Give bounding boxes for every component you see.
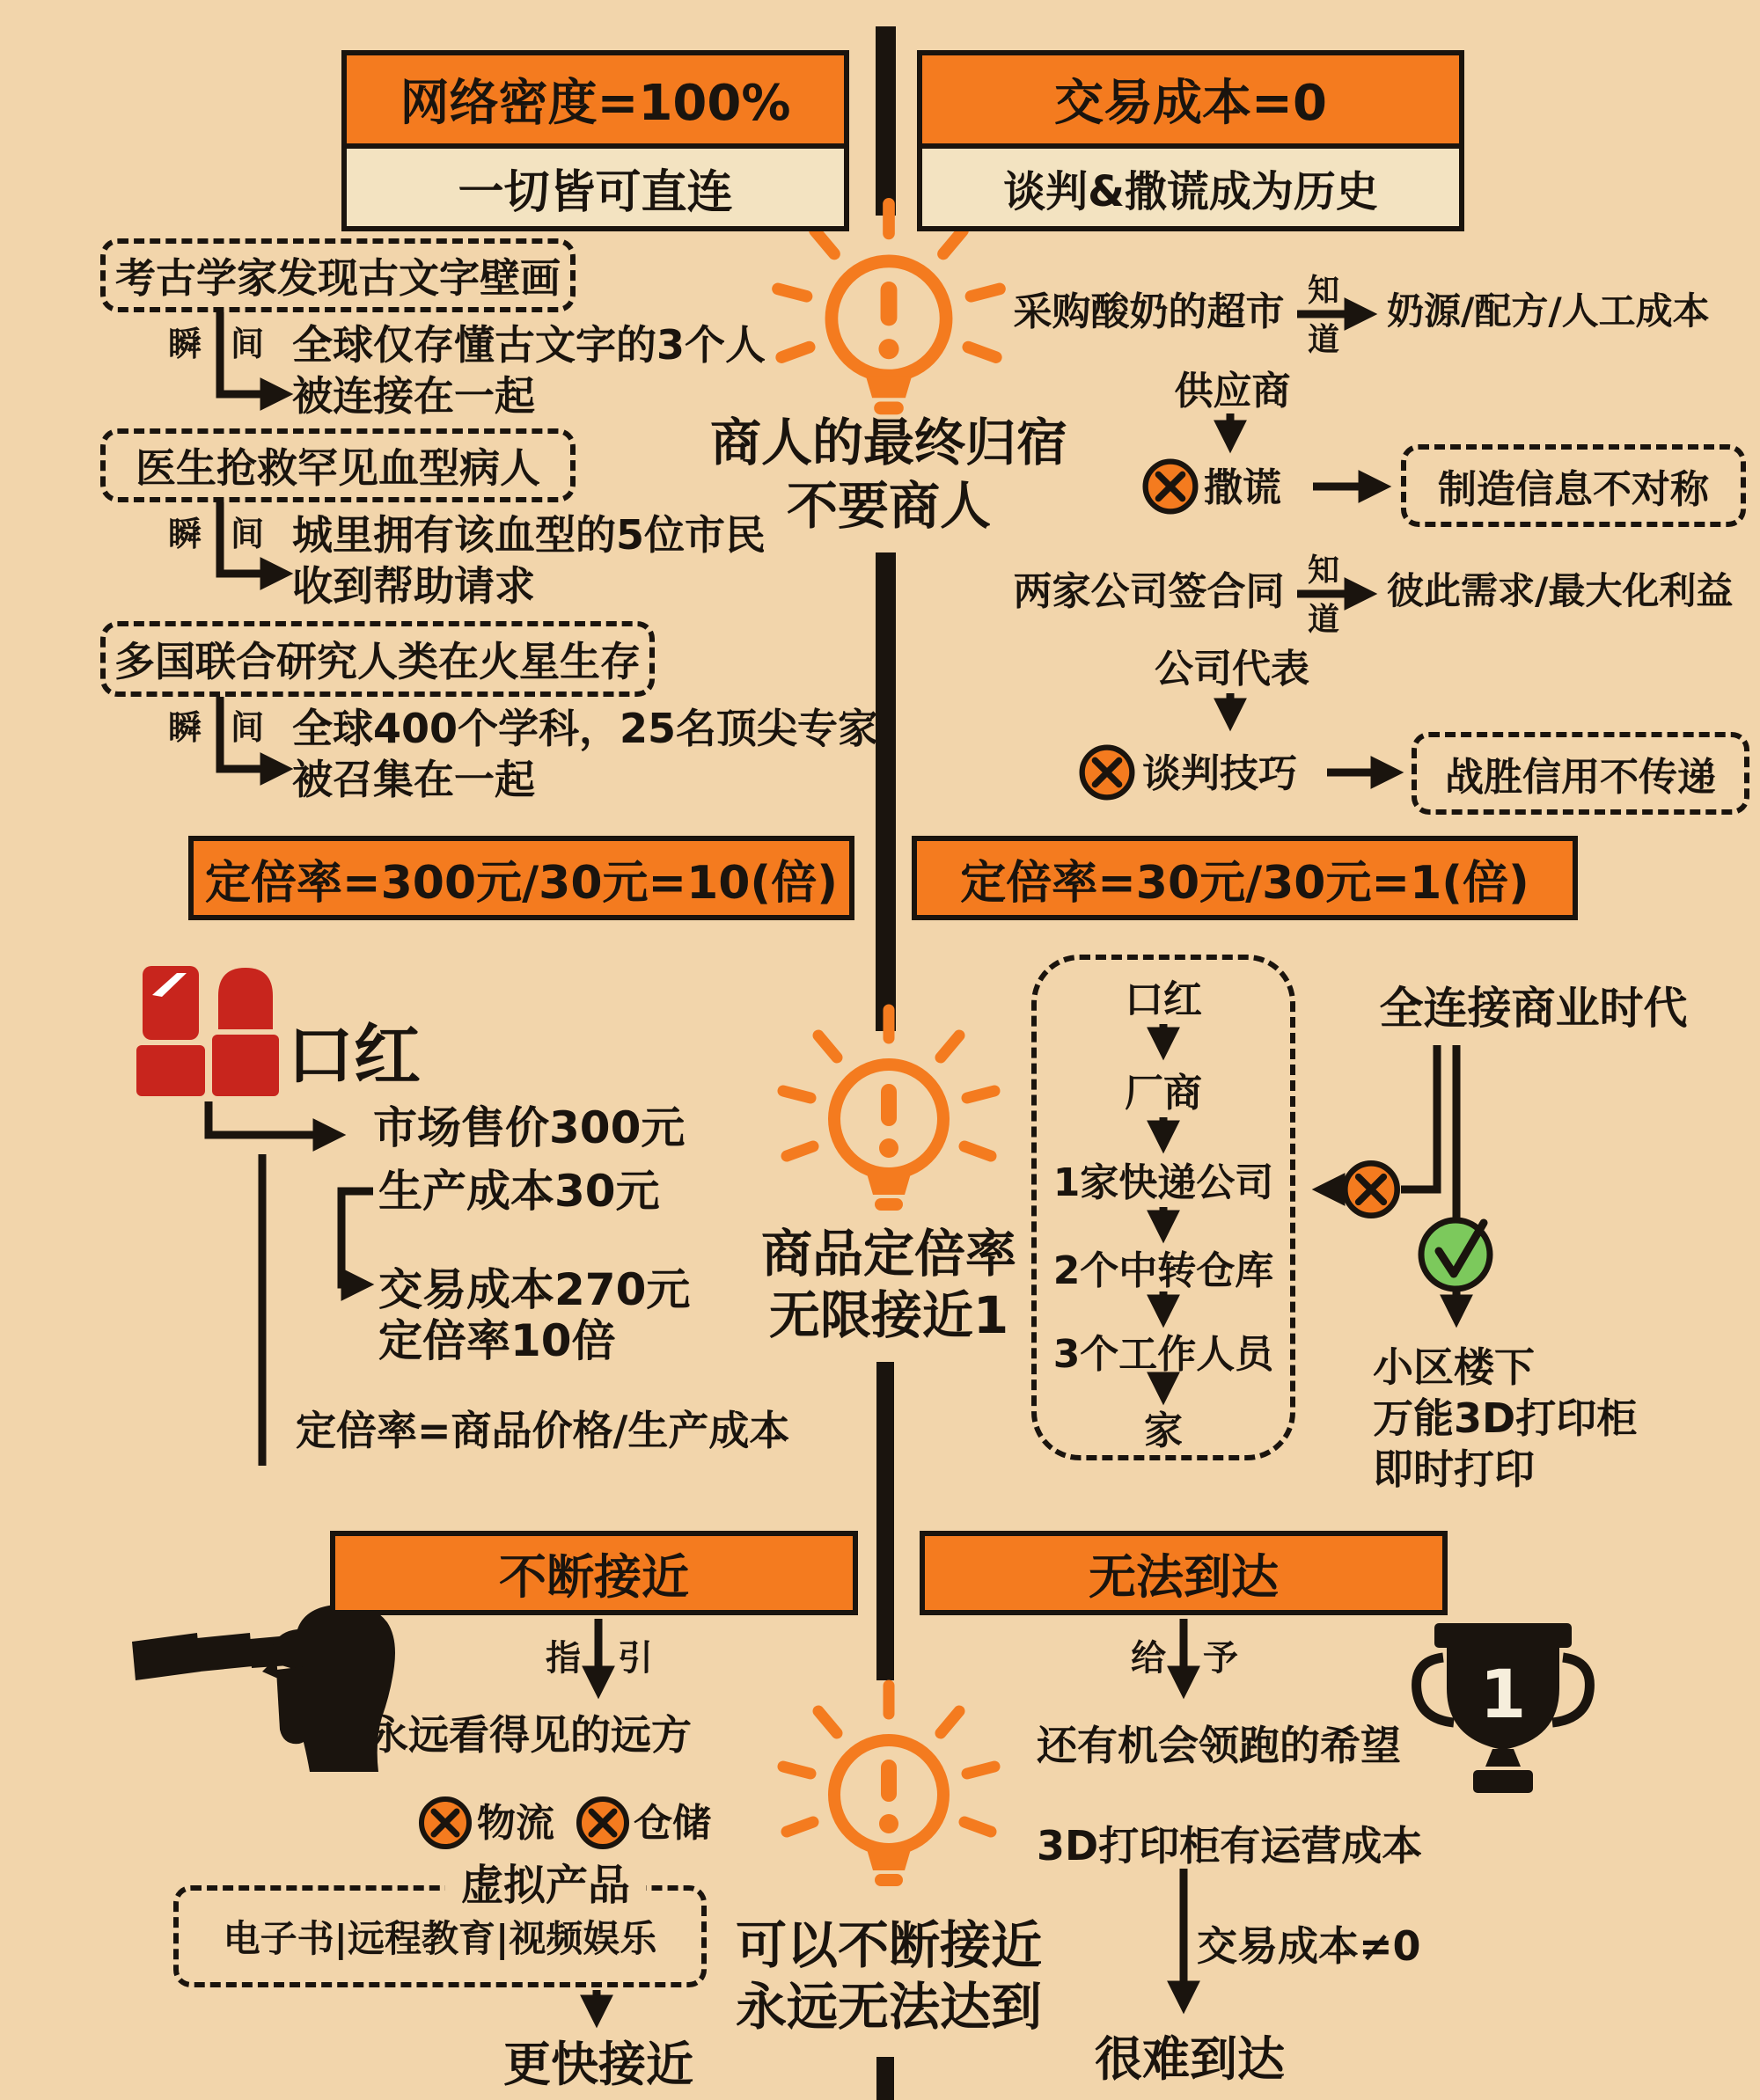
example-result-line: 被连接在一起 — [292, 372, 535, 420]
alert-lightbulb-icon — [783, 1686, 994, 1886]
check-circle-icon — [1421, 1220, 1490, 1289]
telescope-person-icon — [132, 1604, 395, 1772]
lipstick-markup: 定倍率10倍 — [378, 1315, 616, 1366]
alert-lightbulb-icon — [783, 1010, 994, 1211]
know-label: 道 — [1308, 322, 1340, 358]
example-mars-box: 多国联合研究人类在火星生存 — [100, 621, 655, 697]
virtual-products-label: 虚拟产品 — [445, 1862, 646, 1910]
chain-item: 厂商 — [1125, 1071, 1202, 1116]
markup-1x-banner: 定倍率=30元/30元=1(倍) — [912, 836, 1578, 920]
alert-lightbulb-icon — [778, 204, 1000, 414]
trophy-number: 1 — [1479, 1655, 1527, 1733]
faster-approach-text: 更快接近 — [503, 2037, 693, 2092]
transaction-cost-banner: 交易成本=0 — [917, 50, 1464, 149]
give-label: 给 — [1131, 1638, 1166, 1679]
insight2-line1: 商品定倍率 — [760, 1224, 1016, 1284]
lipstick-market-price: 市场售价300元 — [373, 1102, 686, 1153]
insight1-line2: 不要商人 — [786, 476, 991, 536]
lipstick-production-cost: 生产成本30元 — [378, 1166, 660, 1217]
case-contract-outcome-box: 战胜信用不传递 — [1412, 732, 1749, 815]
moment-label: 瞬 — [168, 325, 202, 363]
lipstick-icon — [136, 966, 279, 1096]
vision-text: 永远看得见的远方 — [368, 1711, 692, 1759]
example-archaeology-box: 考古学家发现古文字壁画 — [100, 238, 576, 312]
hard-to-reach-text: 很难到达 — [1095, 2031, 1285, 2087]
markup-formula: 定倍率=商品价格/生产成本 — [296, 1407, 790, 1454]
case-yogurt-blocked: 撒谎 — [1204, 465, 1281, 510]
crossed-circle-icon — [1082, 748, 1133, 798]
hope-text: 还有机会领跑的希望 — [1037, 1722, 1401, 1769]
chain-item: 2个中转仓库 — [1052, 1248, 1274, 1293]
crossed-circle-icon — [1146, 462, 1196, 512]
case-contract-knowledge: 彼此需求/最大化利益 — [1387, 569, 1734, 612]
example-result-line: 收到帮助请求 — [292, 562, 535, 610]
printer-cost-text: 3D打印柜有运营成本 — [1037, 1822, 1423, 1870]
moment-label: 瞬 — [168, 708, 202, 747]
insight3-line2: 永远无法达到 — [735, 1977, 1042, 2037]
unreachable-banner: 无法到达 — [920, 1531, 1448, 1615]
example-doctor-box: 医生抢救罕见血型病人 — [100, 428, 576, 502]
case-yogurt-actor: 供应商 — [1174, 369, 1291, 413]
crossed-circle-icon — [579, 1799, 627, 1847]
case-yogurt-knowledge: 奶源/配方/人工成本 — [1387, 289, 1710, 333]
guide-label: 指 — [546, 1638, 581, 1679]
crossed-circle-icon — [1345, 1163, 1397, 1215]
give-label: 予 — [1203, 1638, 1238, 1679]
case-contract-actor: 公司代表 — [1155, 647, 1309, 691]
crossed-circle-icon — [422, 1799, 469, 1847]
markup-10x-banner: 定倍率=300元/30元=10(倍) — [188, 836, 854, 920]
blocked-warehouse: 仓储 — [634, 1801, 711, 1846]
era-result-line: 小区楼下 — [1373, 1343, 1535, 1391]
era-label: 全连接商业时代 — [1379, 983, 1688, 1034]
network-density-banner: 网络密度=100% — [341, 50, 849, 149]
know-label: 知 — [1308, 552, 1340, 589]
guide-label: 引 — [618, 1638, 653, 1679]
chain-item: 1家快递公司 — [1052, 1160, 1274, 1205]
lipstick-label: 口红 — [287, 1016, 421, 1094]
era-result-line: 即时打印 — [1373, 1445, 1535, 1493]
example-result-line: 全球400个学科，25名顶尖专家 — [292, 705, 879, 752]
chain-item: 家 — [1144, 1409, 1183, 1453]
example-result-line: 被召集在一起 — [292, 756, 535, 803]
case-contract-subject: 两家公司签合同 — [1013, 569, 1285, 614]
case-contract-blocked: 谈判技巧 — [1142, 751, 1297, 796]
network-density-subtitle: 一切皆可直连 — [341, 143, 849, 231]
case-yogurt-subject: 采购酸奶的超市 — [1013, 289, 1285, 334]
insight3-line1: 可以不断接近 — [735, 1915, 1042, 1975]
example-result-line: 城里拥有该血型的5位市民 — [292, 511, 766, 559]
blocked-logistics: 物流 — [477, 1801, 554, 1846]
chain-item: 3个工作人员 — [1052, 1332, 1274, 1377]
moment-label: 间 — [231, 708, 265, 747]
insight1-line1: 商人的最终归宿 — [709, 413, 1067, 472]
era-result-line: 万能3D打印柜 — [1373, 1394, 1638, 1442]
supply-chain-box — [1031, 955, 1295, 1460]
example-result-line: 全球仅存懂古文字的3个人 — [292, 321, 766, 369]
know-label: 道 — [1308, 602, 1340, 638]
keep-approaching-banner: 不断接近 — [330, 1531, 858, 1615]
virtual-products-items: 电子书|远程教育|视频娱乐 — [223, 1917, 657, 1960]
chain-item: 口红 — [1125, 977, 1202, 1022]
nonzero-cost-label: 交易成本≠0 — [1197, 1922, 1421, 1970]
moment-label: 瞬 — [168, 515, 202, 553]
know-label: 知 — [1308, 273, 1340, 309]
case-yogurt-outcome-box: 制造信息不对称 — [1401, 444, 1746, 527]
transaction-cost-subtitle: 谈判&撒谎成为历史 — [917, 143, 1464, 231]
moment-label: 间 — [231, 325, 265, 363]
lipstick-transaction-cost: 交易成本270元 — [378, 1264, 691, 1315]
insight2-line2: 无限接近1 — [768, 1285, 1009, 1345]
moment-label: 间 — [231, 515, 265, 553]
